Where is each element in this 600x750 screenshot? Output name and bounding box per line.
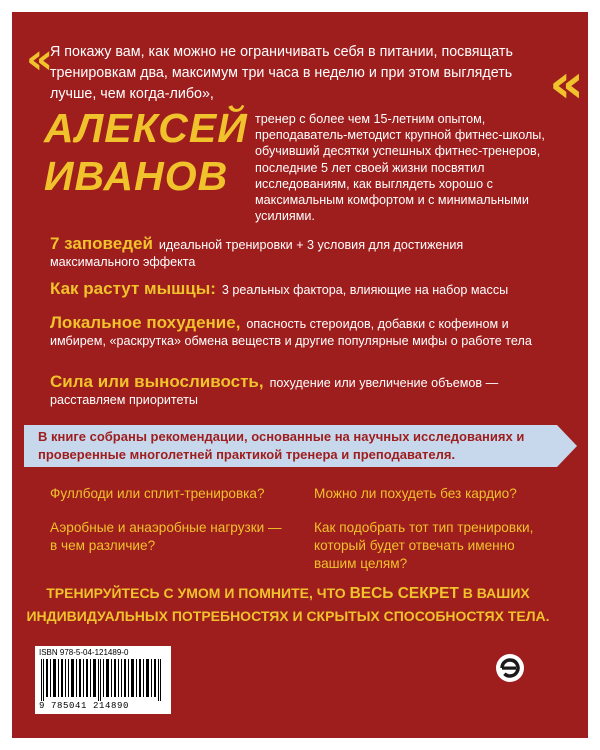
feature-item: [50, 280, 550, 299]
back-cover: [12, 12, 588, 738]
open-quote-mark: «: [26, 34, 48, 83]
question-item: Фуллбоди или сплит-тренировка?: [50, 486, 265, 501]
feature-text: 3 реальных фактора, влияющие на набор массы: [221, 283, 509, 297]
question-item: Как подобрать тот тип тренировки, который будет отвечать именно вашим целям?: [314, 520, 534, 571]
banner-notch: [557, 425, 577, 467]
close-quote-mark: «: [549, 52, 576, 115]
closing-slogan: [20, 582, 556, 627]
author-name: [44, 104, 248, 200]
feature-item: [50, 235, 550, 271]
feature-title: Сила или выносливость,: [50, 372, 264, 391]
author-last-name: ИВАНОВ: [44, 153, 229, 199]
slogan-part-2: В ВАШИХ ИНДИВИДУАЛЬНЫХ ПОТРЕБНОСТЯХ И СКРЫТЫХ СПОСОБНОСТЯХ ТЕЛА.: [26, 585, 550, 624]
feature-item: [50, 314, 550, 350]
feature-text: похудение или увеличение объемов — расставляем приоритеты: [50, 376, 499, 407]
eksmo-logo-icon: [491, 651, 529, 709]
author-first-name: АЛЕКСЕЙ: [44, 105, 248, 151]
barcode: [35, 646, 171, 714]
author-quote: Я покажу вам, как можно не ограничивать себя в питании, посвящать тренировкам два, максимум три часа в неделю и при этом выглядеть лучше, чем когда-либо»,: [50, 44, 513, 102]
question-item: Можно ли похудеть без кардио?: [314, 486, 517, 501]
feature-text: идеальной тренировки + 3 условия для достижения максимального эффекта: [50, 238, 464, 269]
feature-title: 7 заповедей: [50, 234, 153, 253]
question-item: Аэробные и анаэробные нагрузки — в чем различие?: [50, 520, 282, 553]
feature-title: Локальное похудение,: [50, 313, 241, 332]
slogan-part-1: ТРЕНИРУЙТЕСЬ С УМОМ И ПОМНИТЕ, ЧТО: [46, 585, 350, 601]
feature-item: [50, 373, 550, 409]
author-bio: тренер с более чем 15-летним опытом, преподаватель-методист крупной фитнес-школы, обучивший десятки успешных фитнес-тренеров, последние 5 лет своей жизни посвятил исследованиям, как выглядеть хорошо с максимальным комфортом и с минимальными усилиями.: [255, 112, 545, 224]
isbn-label: ISBN 978-5-04-121489-0: [39, 648, 129, 657]
barcode-digits: 9 785041 214890: [39, 701, 130, 711]
slogan-highlight: ВЕСЬ СЕКРЕТ: [349, 585, 459, 602]
banner-text: В книге собраны рекомендации, основанные на научных исследованиях и проверенные многолетней практикой тренера и преподавателя.: [38, 429, 525, 462]
barcode-bars-icon: [39, 659, 167, 701]
feature-text: опасность стероидов, добавки с кофеином и имбирем, «раскрутка» обмена веществ и другие популярные мифы о работе тела: [50, 317, 532, 348]
feature-title: Как растут мышцы:: [50, 279, 216, 298]
